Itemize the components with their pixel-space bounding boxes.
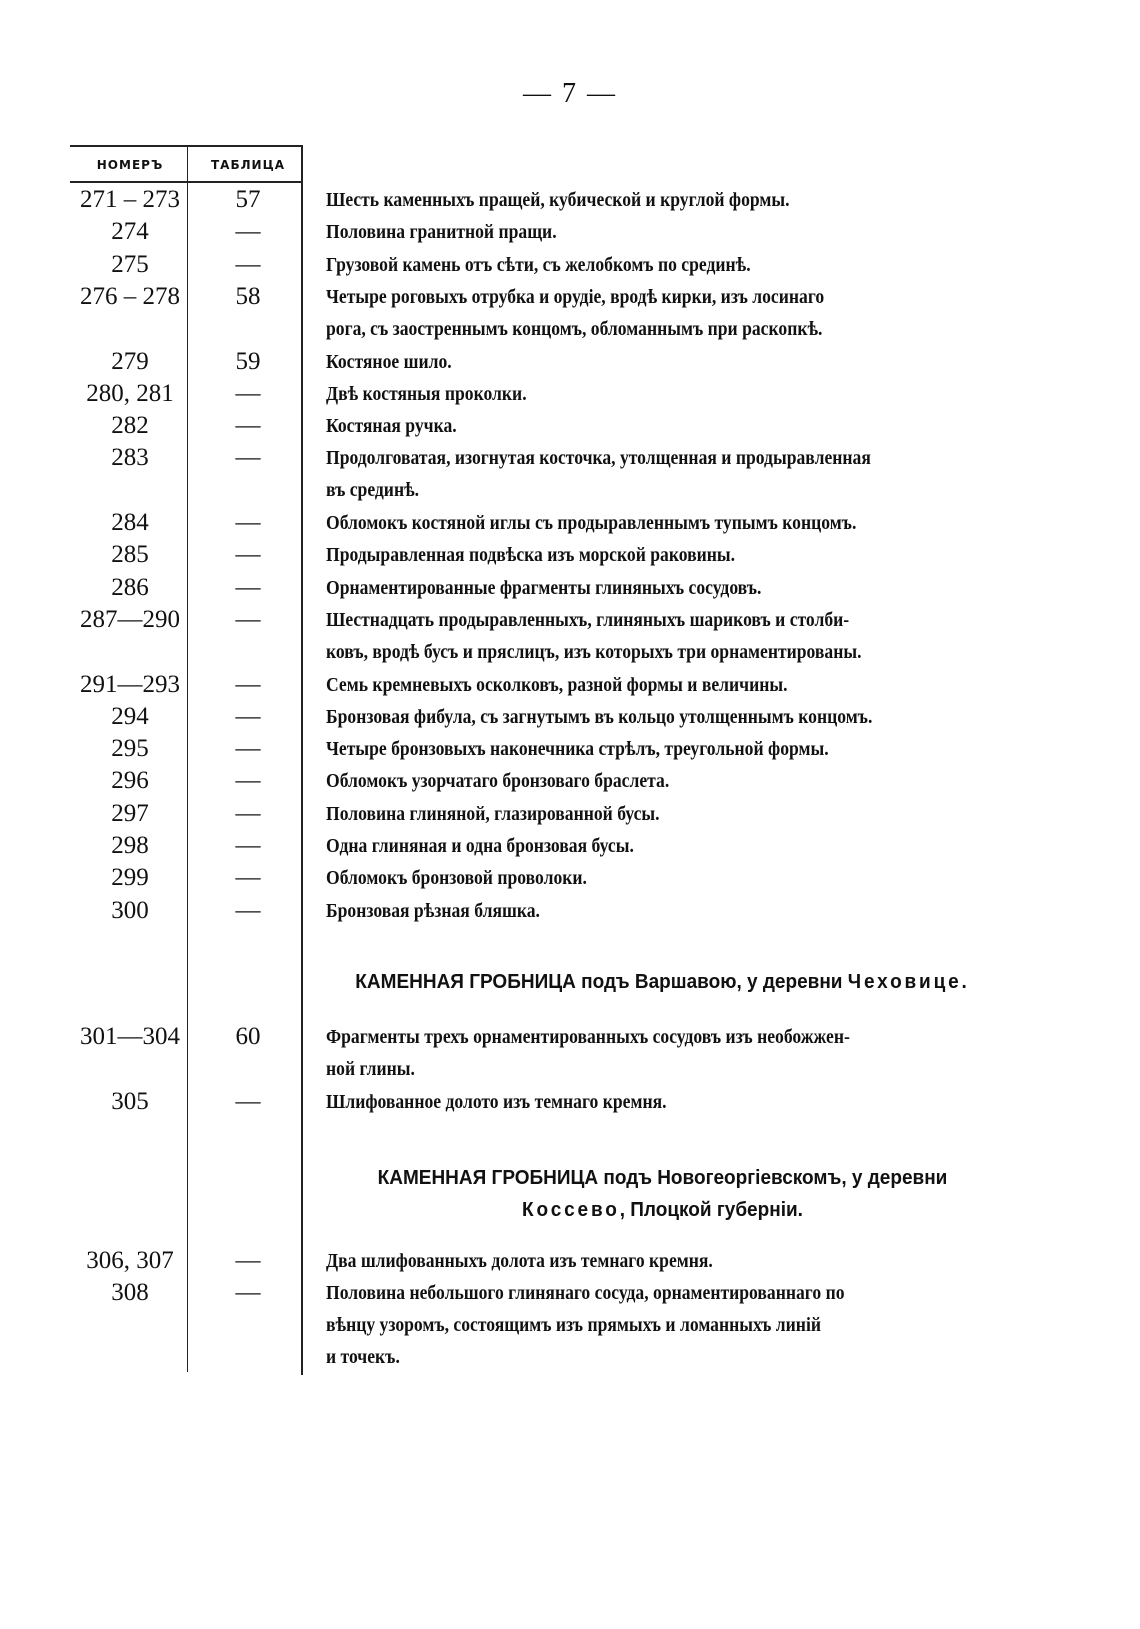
item-description-line: Шестнадцать продыравленныхъ, глиняныхъ шариковъ и столби-	[326, 608, 850, 631]
item-description-line: и точекъ.	[326, 1346, 400, 1369]
table-ref: —	[235, 218, 261, 246]
item-description-line: Обломокъ костяной иглы съ продыравленнымъ тупымъ концомъ.	[326, 512, 857, 534]
item-description-line: Два шлифованныхъ долота изъ темнаго кремня.	[326, 1250, 713, 1272]
item-description-line: Костяная ручка.	[326, 415, 457, 438]
item-number: 276 – 278	[80, 282, 180, 310]
item-number: 291—293	[80, 670, 180, 698]
table-ref: —	[235, 412, 261, 440]
table-ref: —	[235, 1279, 261, 1307]
table-ref: 59	[235, 347, 261, 375]
section-heading-spaced: Чеховице.	[847, 971, 970, 993]
item-number: 295	[111, 735, 149, 763]
item-number: 275	[111, 250, 149, 278]
item-description-line: Обломокъ бронзовой проволоки.	[326, 867, 587, 890]
item-number: 271 – 273	[80, 186, 180, 213]
item-description-line: Половина глиняной, глазированной бусы.	[326, 802, 660, 825]
item-description-line: Грузовой камень отъ сѣти, съ желобкомъ по срединѣ.	[326, 253, 751, 276]
table-ref: —	[235, 670, 261, 698]
item-number: 280, 281	[86, 379, 174, 407]
item-description-line: Обломокъ узорчатаго бронзоваго браслета.	[326, 770, 670, 793]
column-header-table: ТАБЛИЦА	[210, 158, 286, 172]
column-divider-table-desc	[301, 145, 303, 1375]
item-number: 298	[111, 832, 149, 859]
section-heading-chekhovice	[328, 966, 998, 998]
table-ref: —	[235, 864, 261, 892]
table-ref: —	[235, 509, 261, 536]
item-number: 300	[111, 896, 149, 924]
item-description-line: вѣнцу узоромъ, состоящимъ изъ прямыхъ и ломанныхъ линій	[326, 1314, 821, 1337]
item-description-line: Половина небольшого глинянаго сосуда, орнаментированнаго по	[326, 1282, 845, 1305]
section-heading-line1: КАМЕННАЯ ГРОБНИЦА подъ Новогеоргіевскомъ, у деревни	[377, 1167, 948, 1189]
item-number: 279	[111, 347, 149, 375]
table-ref: —	[235, 379, 261, 407]
item-number: 284	[111, 509, 149, 536]
item-description-line: Одна глиняная и одна бронзовая бусы.	[326, 835, 634, 857]
item-number: 305	[111, 1087, 149, 1115]
item-description-line: Четыре бронзовыхъ наконечника стрѣлъ, треугольной формы.	[326, 738, 829, 761]
item-description-line: рога, съ заостреннымъ концомъ, обломаннымъ при раскопкѣ.	[326, 317, 823, 340]
item-description-line: Шлифованное долото изъ темнаго кремня.	[326, 1090, 667, 1113]
table-ref: —	[235, 896, 261, 924]
table-ref: 58	[235, 282, 261, 310]
section-heading-spaced: Коссево	[522, 1199, 620, 1221]
item-number: 306, 307	[86, 1247, 174, 1274]
item-description-line: Орнаментированные фрагменты глиняныхъ сосудовъ.	[326, 576, 762, 599]
item-description-line: Семь кремневыхъ осколковъ, разной формы и величины.	[326, 673, 788, 696]
item-description-line: ной глины.	[326, 1058, 415, 1080]
table-ref: —	[235, 605, 261, 633]
table-ref: —	[235, 1087, 261, 1115]
page-number: — 7 —	[523, 78, 617, 109]
item-number: 274	[111, 218, 149, 246]
item-description-line: Продыравленная подвѣска изъ морской раковины.	[326, 544, 736, 567]
item-number: 299	[111, 864, 149, 892]
item-number: 301—304	[80, 1023, 180, 1050]
item-number: 297	[111, 799, 149, 827]
table-ref: —	[235, 799, 261, 827]
section-heading-kossevo	[328, 1162, 998, 1226]
table-ref: —	[235, 250, 261, 278]
table-ref: —	[235, 702, 261, 730]
item-number: 287—290	[80, 605, 180, 633]
table-ref: —	[235, 832, 261, 859]
item-description-line: Половина гранитной пращи.	[326, 221, 557, 244]
item-number: 308	[111, 1279, 149, 1307]
item-description-line: Двѣ костяныя проколки.	[326, 382, 527, 405]
item-description-line: въ срединѣ.	[326, 479, 420, 502]
item-description-line: Фрагменты трехъ орнаментированныхъ сосудовъ изъ необожжен-	[326, 1026, 850, 1048]
item-description-line: Шесть каменныхъ пращей, кубической и круглой формы.	[326, 189, 790, 211]
table-ref: —	[235, 541, 261, 569]
item-description-line: ковъ, вродѣ бусъ и пряслицъ, изъ которыхъ три орнаментированы.	[326, 640, 862, 663]
item-number: 283	[111, 444, 149, 472]
table-ref: 60	[235, 1023, 261, 1050]
column-header-number: НОМЕРЪ	[96, 158, 164, 172]
table-ref: —	[235, 1247, 261, 1274]
item-number: 294	[111, 702, 149, 730]
item-number: 296	[111, 767, 149, 795]
item-number: 285	[111, 541, 149, 569]
item-description-line: Продолговатая, изогнутая косточка, утолщенная и продыравленная	[326, 447, 871, 470]
item-description-line: Бронзовая фибула, съ загнутымъ въ кольцо утолщеннымъ концомъ.	[326, 705, 873, 728]
item-description-line: Костяное шило.	[326, 350, 452, 373]
item-description-line: Бронзовая рѣзная бляшка.	[326, 899, 540, 922]
table-ref: —	[235, 444, 261, 472]
table-ref: 57	[235, 186, 261, 213]
item-description-line: Четыре роговыхъ отрубка и орудіе, вродѣ кирки, изъ лосинаго	[326, 285, 825, 308]
section-heading-line2: , Плоцкой губерніи.	[619, 1199, 803, 1221]
section-heading-text: КАМЕННАЯ ГРОБНИЦА подъ Варшавою, у деревни	[355, 971, 848, 993]
table-ref: —	[235, 735, 261, 763]
item-number: 286	[111, 573, 149, 601]
table-ref: —	[235, 573, 261, 601]
table-ref: —	[235, 767, 261, 795]
item-number: 282	[111, 412, 149, 440]
